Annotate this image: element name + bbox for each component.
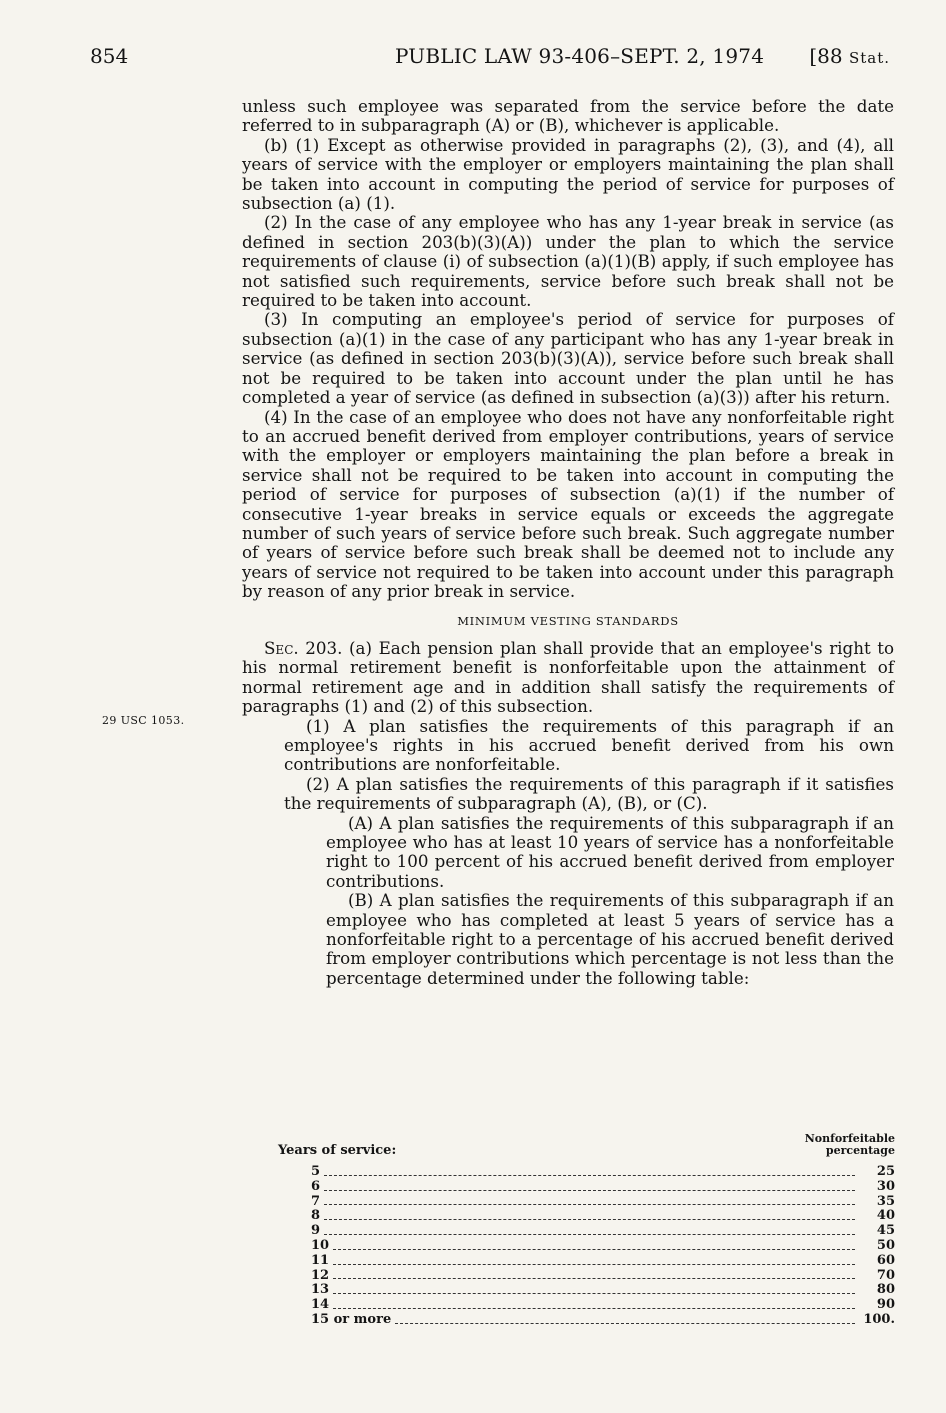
percentage-cell: 50 [876, 1237, 895, 1253]
subparagraph-A: (A) A plan satisfies the requirements of this subparagraph if an employee who has at least 10 years of service has a nonforfeitable right to 100 percent of his accrued benefit derived from employer contributions. [326, 812, 894, 891]
table-row [278, 1209, 895, 1224]
years-cell: 12 [311, 1267, 330, 1283]
table-row [278, 1269, 895, 1284]
leader-dots [333, 1293, 855, 1294]
section-label: Sec. 203. [264, 637, 343, 658]
margin-citation: 29 USC 1053. [102, 714, 185, 727]
statute-volume: [88 [809, 44, 849, 68]
subparagraph-B: (B) A plan satisfies the requirements of this subparagraph if an employee who has completed at least 5 years of service has a nonforfeitable right to a percentage of his accrued benefit derived from employer contributions which percentage is not less than the percentage determined under the following table: [326, 890, 894, 988]
percentage-cell: 25 [876, 1164, 895, 1179]
paragraph-203a2: (2) A plan satisfies the requirements of this paragraph if it satisfies the requirements of subparagraph (A), (B), or (C). [284, 773, 894, 814]
leader-dots [324, 1190, 855, 1191]
leader-dots [333, 1249, 855, 1250]
years-cell: 14 [311, 1297, 330, 1313]
table-row [278, 1224, 895, 1239]
table-row [278, 1180, 895, 1195]
leader-dots [324, 1234, 855, 1235]
body-text [242, 97, 894, 988]
percentage-cell: 90 [876, 1297, 895, 1313]
years-cell: 9 [311, 1223, 321, 1239]
statute-abbrev: Stat. [848, 49, 890, 67]
years-cell: 11 [311, 1252, 330, 1268]
percentage-cell: 60 [876, 1252, 895, 1268]
percentage-cell: 80 [876, 1282, 895, 1298]
table-row [278, 1298, 895, 1313]
table-row [278, 1283, 895, 1298]
paragraph-203a1: (1) A plan satisfies the requirements of this paragraph if an employee's rights in his accrued benefit derived from his own contributions are nonforfeitable. [284, 715, 894, 775]
percentage-header-line2: percentage [825, 1144, 895, 1157]
percentage-cell: 35 [876, 1193, 895, 1209]
table-rows [278, 1165, 895, 1328]
leader-dots [333, 1264, 855, 1265]
percentage-cell: 70 [876, 1267, 895, 1283]
years-cell: 8 [311, 1208, 321, 1224]
leader-dots [333, 1308, 855, 1309]
leader-dots [324, 1204, 855, 1205]
paragraph-b2: (2) In the case of any employee who has any 1-year break in service (as defined in section 203(b)(3)(A)) under the plan to which the service requirements of clause (i) of subsection (a)(1)(B) apply, if such employee has not satisfied such requirements, service before such break shall not be required to be taken into account. [242, 212, 894, 311]
years-cell: 6 [311, 1178, 321, 1194]
years-cell: 13 [311, 1282, 330, 1298]
table-row [278, 1165, 895, 1180]
leader-dots [324, 1219, 855, 1220]
paragraph-b3: (3) In computing an employee's period of service for purposes of subsection (a)(1) in the case of any participant who has any 1-year break in service (as defined in section 203(b)(3)(A)), service before such break shall not be required to be taken into account under the plan until he has completed a year of service (as defined in subsection (a)(3)) after his return. [242, 309, 894, 408]
section-heading: MINIMUM VESTING STANDARDS [457, 613, 679, 628]
table-row [278, 1313, 895, 1328]
page-header [90, 44, 890, 74]
years-cell: 5 [311, 1164, 321, 1179]
leader-dots [333, 1278, 855, 1279]
section-203-intro [242, 639, 894, 717]
table-row [278, 1254, 895, 1269]
leader-dots [324, 1175, 855, 1176]
paragraph-b1: (b) (1) Except as otherwise provided in paragraphs (2), (3), and (4), all years of service with the employer or employers maintaining the plan shall be taken into account in computing the period of service for purposes of subsection (a) (1). [242, 134, 894, 214]
page-number: 854 [90, 44, 129, 68]
paragraph-continuation: unless such employee was separated from the service before the date referred to in subparagraph (A) or (B), whichever is applicable. [242, 96, 894, 136]
percentage-cell: 30 [876, 1178, 895, 1194]
percentage-cell: 100. [863, 1311, 895, 1327]
paragraph-b4: (4) In the case of an employee who does not have any nonforfeitable right to an accrued benefit derived from employer contributions, years of service with the employer or employers maintaining the plan before a break in service shall not be required to be taken into account in computing the period of service for purposes of subsection (a)(1) if the number of consecutive 1-year breaks in service equals or exceeds the aggregate number of such years of service before such break. Such aggregate number of years of service before such break shall be deemed not to include any years of service not required to be taken into account under this paragraph by reason of any prior break in service. [242, 406, 894, 602]
percentage-header-line1: Nonforfeitable [804, 1132, 895, 1145]
years-cell: 15 or more [311, 1311, 392, 1327]
statute-reference [809, 44, 890, 68]
running-head: PUBLIC LAW 93-406–SEPT. 2, 1974 [395, 44, 765, 68]
leader-dots [395, 1323, 855, 1324]
years-header: Years of service: [278, 1143, 397, 1158]
percentage-cell: 45 [876, 1223, 895, 1239]
percentage-header [805, 1133, 895, 1157]
years-cell: 7 [311, 1193, 321, 1209]
table-row [278, 1195, 895, 1210]
percentage-cell: 40 [876, 1208, 895, 1224]
section-203-text: (a) Each pension plan shall provide that an employee's right to his normal retirement benefit is nonforfeitable upon the attainment of normal retirement age and in addition shall satisfy the requirements of paragraphs (1) and (2) of this subsection. [242, 637, 894, 717]
vesting-table [278, 1133, 895, 1328]
table-header [278, 1133, 895, 1165]
years-cell: 10 [311, 1237, 330, 1253]
table-row [278, 1239, 895, 1254]
